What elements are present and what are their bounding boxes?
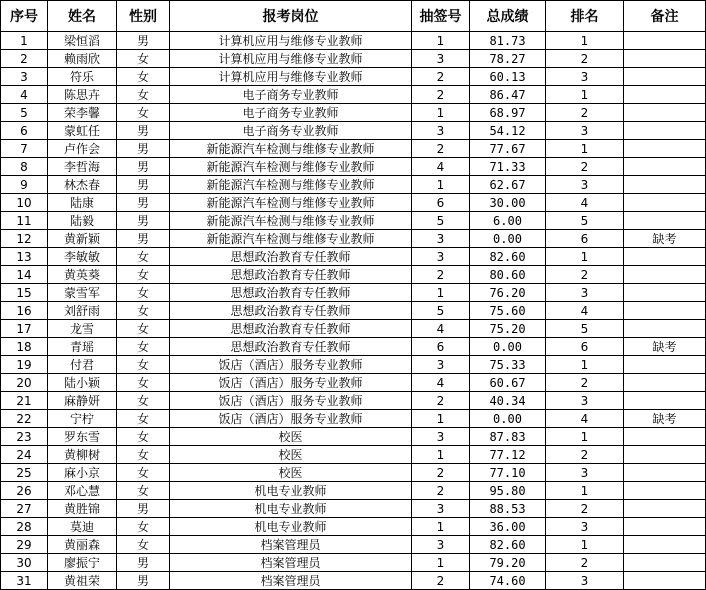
cell-name: 陆小颖 — [48, 374, 117, 392]
cell-rank: 5 — [546, 212, 624, 230]
cell-remarks — [624, 320, 706, 338]
cell-gender: 女 — [117, 536, 170, 554]
cell-index: 18 — [1, 338, 48, 356]
cell-total-score: 74.60 — [470, 572, 546, 590]
cell-position: 机电专业教师 — [170, 518, 412, 536]
cell-position: 思想政治教育专任教师 — [170, 248, 412, 266]
cell-name: 黄祖荣 — [48, 572, 117, 590]
header-position: 报考岗位 — [170, 1, 412, 32]
cell-remarks: 缺考 — [624, 338, 706, 356]
cell-rank: 3 — [546, 518, 624, 536]
cell-name: 陈思卉 — [48, 86, 117, 104]
cell-draw-number: 3 — [412, 536, 470, 554]
table-body — [1, 32, 706, 590]
cell-draw-number: 3 — [412, 500, 470, 518]
table-row — [1, 446, 706, 464]
table-row — [1, 302, 706, 320]
cell-name: 赖雨欣 — [48, 50, 117, 68]
cell-position: 档案管理员 — [170, 572, 412, 590]
cell-position: 新能源汽车检测与维修专业教师 — [170, 194, 412, 212]
table-row — [1, 212, 706, 230]
cell-remarks — [624, 518, 706, 536]
cell-total-score: 86.47 — [470, 86, 546, 104]
cell-position: 档案管理员 — [170, 536, 412, 554]
cell-total-score: 0.00 — [470, 410, 546, 428]
cell-position: 思想政治教育专任教师 — [170, 302, 412, 320]
header-rank: 排名 — [546, 1, 624, 32]
table-row — [1, 230, 706, 248]
cell-position: 档案管理员 — [170, 554, 412, 572]
cell-name: 陆康 — [48, 194, 117, 212]
cell-total-score: 80.60 — [470, 266, 546, 284]
cell-total-score: 77.12 — [470, 446, 546, 464]
cell-name: 林杰春 — [48, 176, 117, 194]
cell-index: 12 — [1, 230, 48, 248]
table-row — [1, 284, 706, 302]
cell-rank: 1 — [546, 536, 624, 554]
cell-position: 新能源汽车检测与维修专业教师 — [170, 212, 412, 230]
header-gender: 性别 — [117, 1, 170, 32]
cell-rank: 3 — [546, 176, 624, 194]
cell-name: 李哲海 — [48, 158, 117, 176]
cell-remarks — [624, 194, 706, 212]
cell-rank: 5 — [546, 320, 624, 338]
cell-remarks — [624, 482, 706, 500]
table-row — [1, 122, 706, 140]
cell-index: 4 — [1, 86, 48, 104]
cell-remarks — [624, 554, 706, 572]
cell-total-score: 95.80 — [470, 482, 546, 500]
cell-draw-number: 5 — [412, 212, 470, 230]
cell-gender: 女 — [117, 104, 170, 122]
cell-name: 卢作会 — [48, 140, 117, 158]
cell-position: 思想政治教育专任教师 — [170, 266, 412, 284]
cell-total-score: 77.67 — [470, 140, 546, 158]
cell-draw-number: 1 — [412, 32, 470, 50]
cell-rank: 6 — [546, 338, 624, 356]
cell-remarks: 缺考 — [624, 230, 706, 248]
cell-gender: 女 — [117, 464, 170, 482]
cell-name: 符乐 — [48, 68, 117, 86]
cell-name: 蒙雪军 — [48, 284, 117, 302]
cell-index: 23 — [1, 428, 48, 446]
cell-remarks — [624, 212, 706, 230]
cell-position: 新能源汽车检测与维修专业教师 — [170, 176, 412, 194]
cell-remarks — [624, 572, 706, 590]
cell-total-score: 75.33 — [470, 356, 546, 374]
cell-name: 莫迪 — [48, 518, 117, 536]
cell-position: 新能源汽车检测与维修专业教师 — [170, 158, 412, 176]
table-row — [1, 500, 706, 518]
cell-total-score: 40.34 — [470, 392, 546, 410]
cell-rank: 2 — [546, 104, 624, 122]
cell-draw-number: 2 — [412, 572, 470, 590]
cell-position: 饭店（酒店）服务专业教师 — [170, 410, 412, 428]
cell-remarks — [624, 140, 706, 158]
table-row — [1, 410, 706, 428]
cell-index: 13 — [1, 248, 48, 266]
cell-draw-number: 1 — [412, 446, 470, 464]
cell-total-score: 82.60 — [470, 536, 546, 554]
cell-gender: 女 — [117, 248, 170, 266]
table-row — [1, 554, 706, 572]
cell-remarks — [624, 176, 706, 194]
cell-index: 22 — [1, 410, 48, 428]
table-row — [1, 482, 706, 500]
table-row — [1, 464, 706, 482]
cell-name: 刘舒雨 — [48, 302, 117, 320]
cell-remarks — [624, 86, 706, 104]
cell-gender: 男 — [117, 176, 170, 194]
table-row — [1, 50, 706, 68]
cell-name: 麻小京 — [48, 464, 117, 482]
cell-draw-number: 1 — [412, 518, 470, 536]
cell-rank: 3 — [546, 572, 624, 590]
cell-index: 8 — [1, 158, 48, 176]
cell-draw-number: 3 — [412, 356, 470, 374]
cell-total-score: 81.73 — [470, 32, 546, 50]
cell-total-score: 88.53 — [470, 500, 546, 518]
table-row — [1, 158, 706, 176]
cell-index: 24 — [1, 446, 48, 464]
cell-gender: 男 — [117, 230, 170, 248]
cell-gender: 女 — [117, 392, 170, 410]
cell-rank: 4 — [546, 410, 624, 428]
header-index: 序号 — [1, 1, 48, 32]
cell-position: 计算机应用与维修专业教师 — [170, 50, 412, 68]
cell-rank: 2 — [546, 50, 624, 68]
cell-draw-number: 5 — [412, 302, 470, 320]
cell-index: 7 — [1, 140, 48, 158]
cell-gender: 女 — [117, 266, 170, 284]
cell-gender: 男 — [117, 554, 170, 572]
table-row — [1, 518, 706, 536]
table-row — [1, 428, 706, 446]
cell-draw-number: 4 — [412, 374, 470, 392]
cell-index: 26 — [1, 482, 48, 500]
cell-rank: 4 — [546, 302, 624, 320]
cell-position: 新能源汽车检测与维修专业教师 — [170, 230, 412, 248]
cell-draw-number: 3 — [412, 248, 470, 266]
cell-position: 饭店（酒店）服务专业教师 — [170, 374, 412, 392]
cell-index: 11 — [1, 212, 48, 230]
cell-name: 陆毅 — [48, 212, 117, 230]
cell-total-score: 79.20 — [470, 554, 546, 572]
cell-gender: 女 — [117, 446, 170, 464]
table-row — [1, 374, 706, 392]
cell-draw-number: 6 — [412, 338, 470, 356]
cell-remarks: 缺考 — [624, 410, 706, 428]
cell-name: 邓心慧 — [48, 482, 117, 500]
cell-rank: 4 — [546, 194, 624, 212]
cell-name: 梁恒滔 — [48, 32, 117, 50]
table-row — [1, 266, 706, 284]
cell-remarks — [624, 392, 706, 410]
cell-index: 27 — [1, 500, 48, 518]
cell-draw-number: 2 — [412, 266, 470, 284]
cell-draw-number: 3 — [412, 428, 470, 446]
table-row — [1, 356, 706, 374]
cell-index: 28 — [1, 518, 48, 536]
cell-total-score: 0.00 — [470, 338, 546, 356]
header-draw-number: 抽签号 — [412, 1, 470, 32]
cell-index: 25 — [1, 464, 48, 482]
cell-name: 麻静妍 — [48, 392, 117, 410]
table-row — [1, 176, 706, 194]
cell-name: 黄胜锦 — [48, 500, 117, 518]
cell-total-score: 0.00 — [470, 230, 546, 248]
cell-remarks — [624, 356, 706, 374]
cell-position: 机电专业教师 — [170, 500, 412, 518]
cell-rank: 1 — [546, 482, 624, 500]
cell-rank: 6 — [546, 230, 624, 248]
header-name: 姓名 — [48, 1, 117, 32]
cell-gender: 男 — [117, 500, 170, 518]
cell-total-score: 30.00 — [470, 194, 546, 212]
cell-index: 17 — [1, 320, 48, 338]
cell-total-score: 54.12 — [470, 122, 546, 140]
cell-position: 校医 — [170, 428, 412, 446]
cell-gender: 女 — [117, 374, 170, 392]
cell-remarks — [624, 248, 706, 266]
cell-draw-number: 3 — [412, 122, 470, 140]
cell-gender: 女 — [117, 50, 170, 68]
cell-position: 校医 — [170, 464, 412, 482]
cell-position: 思想政治教育专任教师 — [170, 320, 412, 338]
cell-gender: 男 — [117, 122, 170, 140]
cell-draw-number: 2 — [412, 140, 470, 158]
cell-rank: 2 — [546, 266, 624, 284]
cell-gender: 女 — [117, 302, 170, 320]
cell-rank: 3 — [546, 284, 624, 302]
cell-index: 31 — [1, 572, 48, 590]
table-header — [1, 1, 706, 32]
cell-index: 3 — [1, 68, 48, 86]
cell-remarks — [624, 374, 706, 392]
cell-total-score: 6.00 — [470, 212, 546, 230]
cell-gender: 女 — [117, 356, 170, 374]
cell-remarks — [624, 158, 706, 176]
cell-total-score: 36.00 — [470, 518, 546, 536]
cell-gender: 女 — [117, 428, 170, 446]
cell-draw-number: 2 — [412, 482, 470, 500]
cell-draw-number: 1 — [412, 284, 470, 302]
cell-remarks — [624, 122, 706, 140]
cell-remarks — [624, 302, 706, 320]
cell-position: 计算机应用与维修专业教师 — [170, 68, 412, 86]
cell-total-score: 75.60 — [470, 302, 546, 320]
cell-total-score: 78.27 — [470, 50, 546, 68]
cell-total-score: 68.97 — [470, 104, 546, 122]
cell-total-score: 60.13 — [470, 68, 546, 86]
cell-name: 黄英葵 — [48, 266, 117, 284]
cell-rank: 1 — [546, 86, 624, 104]
cell-index: 29 — [1, 536, 48, 554]
cell-index: 1 — [1, 32, 48, 50]
cell-index: 10 — [1, 194, 48, 212]
cell-draw-number: 2 — [412, 86, 470, 104]
cell-total-score: 87.83 — [470, 428, 546, 446]
cell-remarks — [624, 500, 706, 518]
table-row — [1, 392, 706, 410]
cell-gender: 男 — [117, 158, 170, 176]
cell-total-score: 82.60 — [470, 248, 546, 266]
cell-gender: 女 — [117, 482, 170, 500]
cell-position: 校医 — [170, 446, 412, 464]
cell-rank: 2 — [546, 446, 624, 464]
cell-position: 电子商务专业教师 — [170, 122, 412, 140]
cell-gender: 女 — [117, 68, 170, 86]
table-row — [1, 68, 706, 86]
cell-draw-number: 6 — [412, 194, 470, 212]
cell-rank: 3 — [546, 392, 624, 410]
table-row — [1, 104, 706, 122]
cell-gender: 女 — [117, 284, 170, 302]
table-row — [1, 536, 706, 554]
cell-name: 罗东雪 — [48, 428, 117, 446]
cell-position: 思想政治教育专任教师 — [170, 338, 412, 356]
cell-draw-number: 4 — [412, 320, 470, 338]
cell-position: 电子商务专业教师 — [170, 104, 412, 122]
cell-rank: 2 — [546, 500, 624, 518]
cell-position: 新能源汽车检测与维修专业教师 — [170, 140, 412, 158]
cell-total-score: 62.67 — [470, 176, 546, 194]
table-row — [1, 320, 706, 338]
cell-rank: 1 — [546, 248, 624, 266]
table-row — [1, 248, 706, 266]
cell-rank: 1 — [546, 32, 624, 50]
cell-gender: 男 — [117, 32, 170, 50]
cell-index: 15 — [1, 284, 48, 302]
cell-remarks — [624, 464, 706, 482]
cell-name: 青瑶 — [48, 338, 117, 356]
cell-total-score: 75.20 — [470, 320, 546, 338]
cell-remarks — [624, 428, 706, 446]
cell-position: 思想政治教育专任教师 — [170, 284, 412, 302]
cell-name: 宁柠 — [48, 410, 117, 428]
cell-rank: 3 — [546, 122, 624, 140]
table-row — [1, 32, 706, 50]
cell-rank: 1 — [546, 428, 624, 446]
table-row — [1, 338, 706, 356]
cell-position: 机电专业教师 — [170, 482, 412, 500]
cell-rank: 2 — [546, 158, 624, 176]
cell-draw-number: 2 — [412, 464, 470, 482]
cell-gender: 男 — [117, 194, 170, 212]
cell-name: 李敏敏 — [48, 248, 117, 266]
cell-index: 14 — [1, 266, 48, 284]
cell-index: 9 — [1, 176, 48, 194]
cell-rank: 1 — [546, 356, 624, 374]
cell-draw-number: 1 — [412, 410, 470, 428]
cell-gender: 男 — [117, 572, 170, 590]
cell-remarks — [624, 446, 706, 464]
cell-name: 黄丽森 — [48, 536, 117, 554]
cell-index: 20 — [1, 374, 48, 392]
header-remarks: 备注 — [624, 1, 706, 32]
cell-rank: 2 — [546, 374, 624, 392]
cell-gender: 女 — [117, 86, 170, 104]
cell-name: 蒙虹任 — [48, 122, 117, 140]
cell-gender: 男 — [117, 140, 170, 158]
cell-name: 黄柳树 — [48, 446, 117, 464]
cell-gender: 男 — [117, 212, 170, 230]
cell-gender: 女 — [117, 518, 170, 536]
cell-remarks — [624, 50, 706, 68]
cell-rank: 3 — [546, 68, 624, 86]
table-row — [1, 86, 706, 104]
table-row — [1, 194, 706, 212]
cell-total-score: 77.10 — [470, 464, 546, 482]
cell-draw-number: 1 — [412, 104, 470, 122]
cell-name: 龙雪 — [48, 320, 117, 338]
header-row — [1, 1, 706, 32]
cell-total-score: 71.33 — [470, 158, 546, 176]
cell-remarks — [624, 536, 706, 554]
cell-index: 19 — [1, 356, 48, 374]
cell-total-score: 76.20 — [470, 284, 546, 302]
cell-remarks — [624, 266, 706, 284]
table-row — [1, 140, 706, 158]
cell-rank: 3 — [546, 464, 624, 482]
cell-remarks — [624, 68, 706, 86]
cell-gender: 女 — [117, 410, 170, 428]
cell-position: 饭店（酒店）服务专业教师 — [170, 356, 412, 374]
cell-gender: 女 — [117, 320, 170, 338]
cell-index: 21 — [1, 392, 48, 410]
table-row — [1, 572, 706, 590]
cell-position: 电子商务专业教师 — [170, 86, 412, 104]
cell-total-score: 60.67 — [470, 374, 546, 392]
cell-draw-number: 2 — [412, 392, 470, 410]
cell-index: 2 — [1, 50, 48, 68]
cell-name: 黄新颖 — [48, 230, 117, 248]
cell-name: 廖振宁 — [48, 554, 117, 572]
header-total-score: 总成绩 — [470, 1, 546, 32]
cell-draw-number: 3 — [412, 50, 470, 68]
cell-position: 饭店（酒店）服务专业教师 — [170, 392, 412, 410]
cell-position: 计算机应用与维修专业教师 — [170, 32, 412, 50]
cell-draw-number: 4 — [412, 158, 470, 176]
cell-name: 荣李馨 — [48, 104, 117, 122]
cell-draw-number: 3 — [412, 230, 470, 248]
cell-gender: 女 — [117, 338, 170, 356]
cell-remarks — [624, 104, 706, 122]
cell-rank: 2 — [546, 554, 624, 572]
cell-remarks — [624, 32, 706, 50]
cell-remarks — [624, 284, 706, 302]
cell-index: 16 — [1, 302, 48, 320]
cell-rank: 1 — [546, 140, 624, 158]
cell-draw-number: 1 — [412, 554, 470, 572]
cell-draw-number: 1 — [412, 176, 470, 194]
cell-name: 付君 — [48, 356, 117, 374]
cell-index: 5 — [1, 104, 48, 122]
cell-index: 30 — [1, 554, 48, 572]
cell-index: 6 — [1, 122, 48, 140]
cell-draw-number: 2 — [412, 68, 470, 86]
